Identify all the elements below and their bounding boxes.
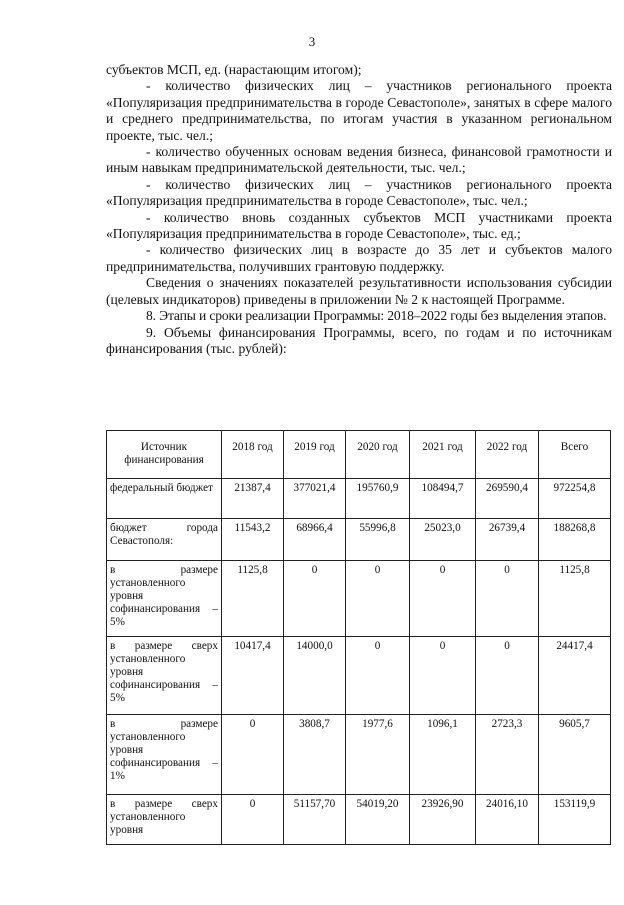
value-cell: 21387,4 xyxy=(222,479,284,519)
value-cell: 0 xyxy=(410,561,476,637)
value-cell: 2723,3 xyxy=(476,715,539,795)
value-cell: 0 xyxy=(222,715,284,795)
value-cell: 195760,9 xyxy=(346,479,410,519)
paragraph-4: - количество физических лиц – участников регионального проекта «Популяризация предпринимательства в городе Севастополе», тыс. чел.; xyxy=(106,176,612,209)
table-row xyxy=(107,479,611,519)
column-header: 2019 год xyxy=(284,431,346,479)
value-cell: 24016,10 xyxy=(476,795,539,845)
body-text xyxy=(106,62,612,357)
value-cell: 972254,8 xyxy=(539,479,611,519)
value-cell: 0 xyxy=(346,561,410,637)
paragraph-1: субъектов МСП, ед. (нарастающим итогом); xyxy=(106,62,362,77)
paragraph-6: - количество физических лиц в возрасте до 35 лет и субъектов малого предпринимательства, получивших грантовую поддержку. xyxy=(106,242,612,274)
value-cell: 0 xyxy=(222,795,284,845)
paragraph-3: - количество обученных основам ведения бизнеса, финансовой грамотности и иным навыкам предпринимательской деятельности, тыс. чел.; xyxy=(106,144,612,176)
value-cell: 0 xyxy=(476,637,539,715)
value-cell: 51157,70 xyxy=(284,795,346,845)
value-cell: 9605,7 xyxy=(539,715,611,795)
value-cell: 377021,4 xyxy=(284,479,346,519)
column-header: 2022 год xyxy=(476,431,539,479)
table-row xyxy=(107,637,611,715)
value-cell: 68966,4 xyxy=(284,519,346,561)
financing-table xyxy=(106,430,611,845)
value-cell: 24417,4 xyxy=(539,637,611,715)
table-header-row xyxy=(107,431,611,479)
source-cell: в размере установленного уровня софинансирования – 5% xyxy=(107,561,222,637)
value-cell: 108494,7 xyxy=(410,479,476,519)
source-cell: федеральный бюджет xyxy=(107,479,222,519)
table-row xyxy=(107,795,611,845)
value-cell: 11543,2 xyxy=(222,519,284,561)
column-header: 2020 год xyxy=(346,431,410,479)
value-cell: 0 xyxy=(476,561,539,637)
value-cell: 153119,9 xyxy=(539,795,611,845)
paragraph-2: - количество физических лиц – участников регионального проекта «Популяризация предпринимательства в городе Севастополе», занятых в сфере малого и среднего предпринимательства, по итогам участия в указанном региональном проекте, тыс. чел.; xyxy=(106,78,612,143)
value-cell: 0 xyxy=(284,561,346,637)
value-cell: 1125,8 xyxy=(222,561,284,637)
column-header: Всего xyxy=(539,431,611,479)
value-cell: 0 xyxy=(410,637,476,715)
paragraph-5: - количество вновь созданных субъектов МСП участниками проекта «Популяризация предпринимательства в городе Севастополе», тыс. ед.; xyxy=(106,209,612,242)
value-cell: 188268,8 xyxy=(539,519,611,561)
column-header: 2018 год xyxy=(222,431,284,479)
value-cell: 26739,4 xyxy=(476,519,539,561)
value-cell: 23926,90 xyxy=(410,795,476,845)
value-cell: 1096,1 xyxy=(410,715,476,795)
source-cell: в размере сверх установленного уровня софинансирования – 5% xyxy=(107,637,222,715)
source-cell: в размере установленного уровня софинансирования – 1% xyxy=(107,715,222,795)
paragraph-9: 9. Объемы финансирования Программы, всего, по годам и по источникам финансирования (тыс. рублей): xyxy=(106,324,612,356)
value-cell: 3808,7 xyxy=(284,715,346,795)
source-cell: в размере сверх установленного уровня xyxy=(107,795,222,845)
page-number: 3 xyxy=(308,34,316,49)
paragraph-7: Сведения о значениях показателей результативности использования субсидии (целевых индикаторов) приведены в приложении № 2 к настоящей Программе. xyxy=(106,275,612,307)
value-cell: 25023,0 xyxy=(410,519,476,561)
value-cell: 269590,4 xyxy=(476,479,539,519)
value-cell: 1977,6 xyxy=(346,715,410,795)
column-header: 2021 год xyxy=(410,431,476,479)
value-cell: 55996,8 xyxy=(346,519,410,561)
value-cell: 1125,8 xyxy=(539,561,611,637)
table-row xyxy=(107,561,611,637)
source-cell: бюджет города Севастополя: xyxy=(107,519,222,561)
column-header: Источник финансирования xyxy=(107,431,222,479)
value-cell: 54019,20 xyxy=(346,795,410,845)
value-cell: 10417,4 xyxy=(222,637,284,715)
value-cell: 0 xyxy=(346,637,410,715)
table-row xyxy=(107,715,611,795)
value-cell: 14000,0 xyxy=(284,637,346,715)
paragraph-8: 8. Этапы и сроки реализации Программы: 2018–2022 годы без выделения этапов. xyxy=(146,308,607,324)
table-row xyxy=(107,519,611,561)
